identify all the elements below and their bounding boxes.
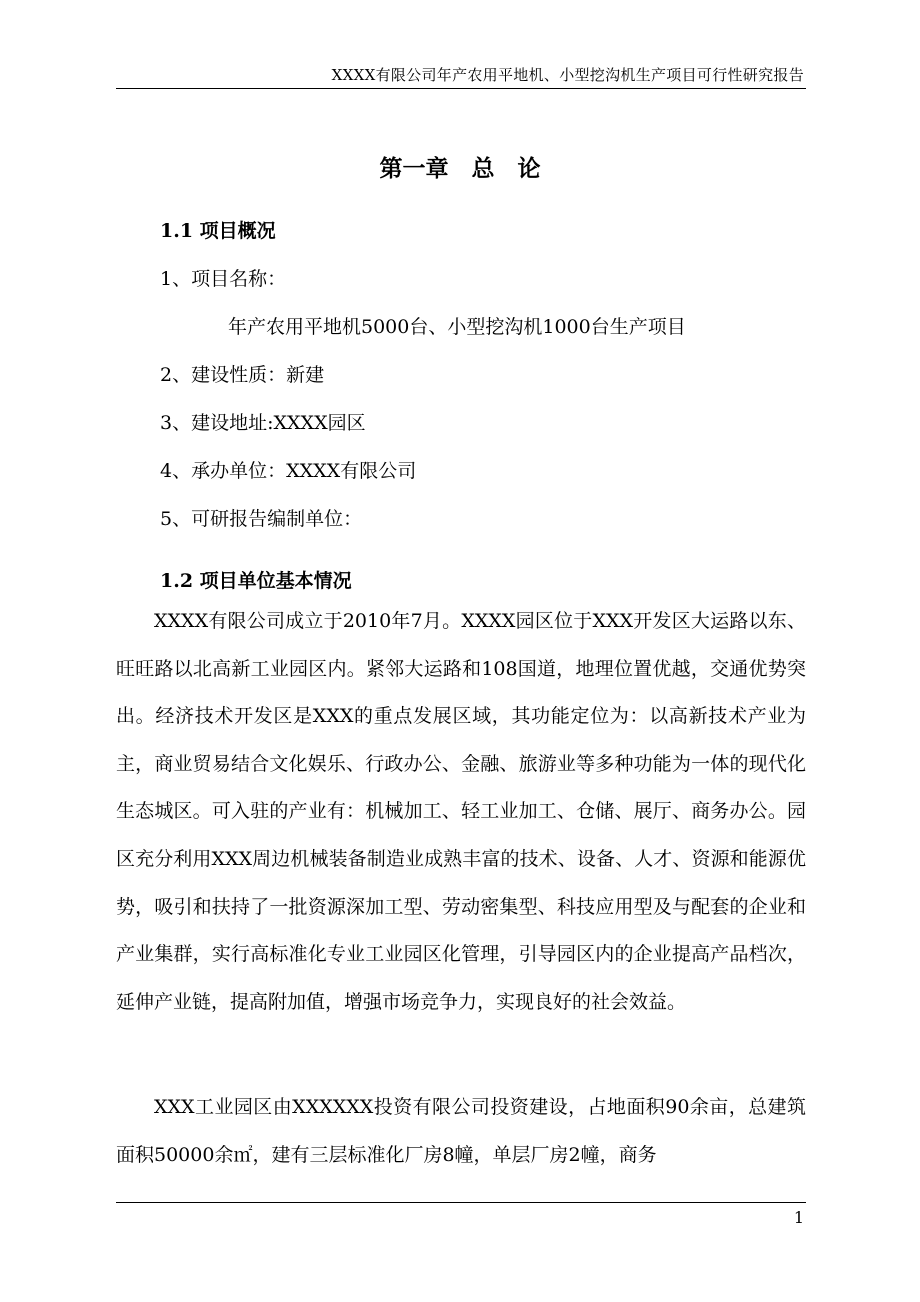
item-construction-address: 3、建设地址:XXXX园区 <box>160 412 366 434</box>
section-heading-1-1: 1.1 项目概况 <box>160 220 276 242</box>
item-construction-nature: 2、建设性质：新建 <box>160 364 325 386</box>
header-rule <box>116 88 806 89</box>
item-project-name-value: 年产农用平地机5000台、小型挖沟机1000台生产项目 <box>228 316 686 338</box>
item-report-compiler: 5、可研报告编制单位： <box>160 508 363 530</box>
chapter-title: 第一章 总 论 <box>379 155 541 182</box>
section-heading-1-2: 1.2 项目单位基本情况 <box>160 570 352 592</box>
item-project-name-label: 1、项目名称： <box>160 268 287 290</box>
running-header: XXXX有限公司年产农用平地机、小型挖沟机生产项目可行性研究报告 <box>331 66 804 84</box>
body-paragraph: XXXX有限公司成立于2010年7月。XXXX园区位于XXX开发区大运路以东、旺旺路以北高新工业园区内。紧邻大运路和108国道，地理位置优越，交通优势突出。经济技术开发区是XXX的重点发展区域，其功能定位为：以高新技术产业为主，商业贸易结合文化娱乐、行政办公、金融、旅游业等多种功能为一体的现代化生态城区。可入驻的产业有：机械加工、轻工业加工、仓储、展厅、商务办公。园区充分利用XXX周边机械装备制造业成熟丰富的技术、设备、人才、资源和能源优势，吸引和扶持了一批资源深加工型、劳动密集型、科技应用型及与配套的企业和产业集群，实行高标准化专业工业园区化管理，引导园区内的企业提高产品档次，延伸产业链，提高附加值，增强市场竞争力，实现良好的社会效益。 <box>116 610 806 1013</box>
item-undertaking-unit: 4、承办单位：XXXX有限公司 <box>160 460 417 482</box>
body-paragraph: XXX工业园区由XXXXXX投资有限公司投资建设，占地面积90余亩，总建筑面积50000余㎡，建有三层标准化厂房8幢，单层厂房2幢，商务 <box>116 1096 806 1166</box>
page-number: 1 <box>793 1208 804 1227</box>
footer-rule <box>116 1202 806 1203</box>
